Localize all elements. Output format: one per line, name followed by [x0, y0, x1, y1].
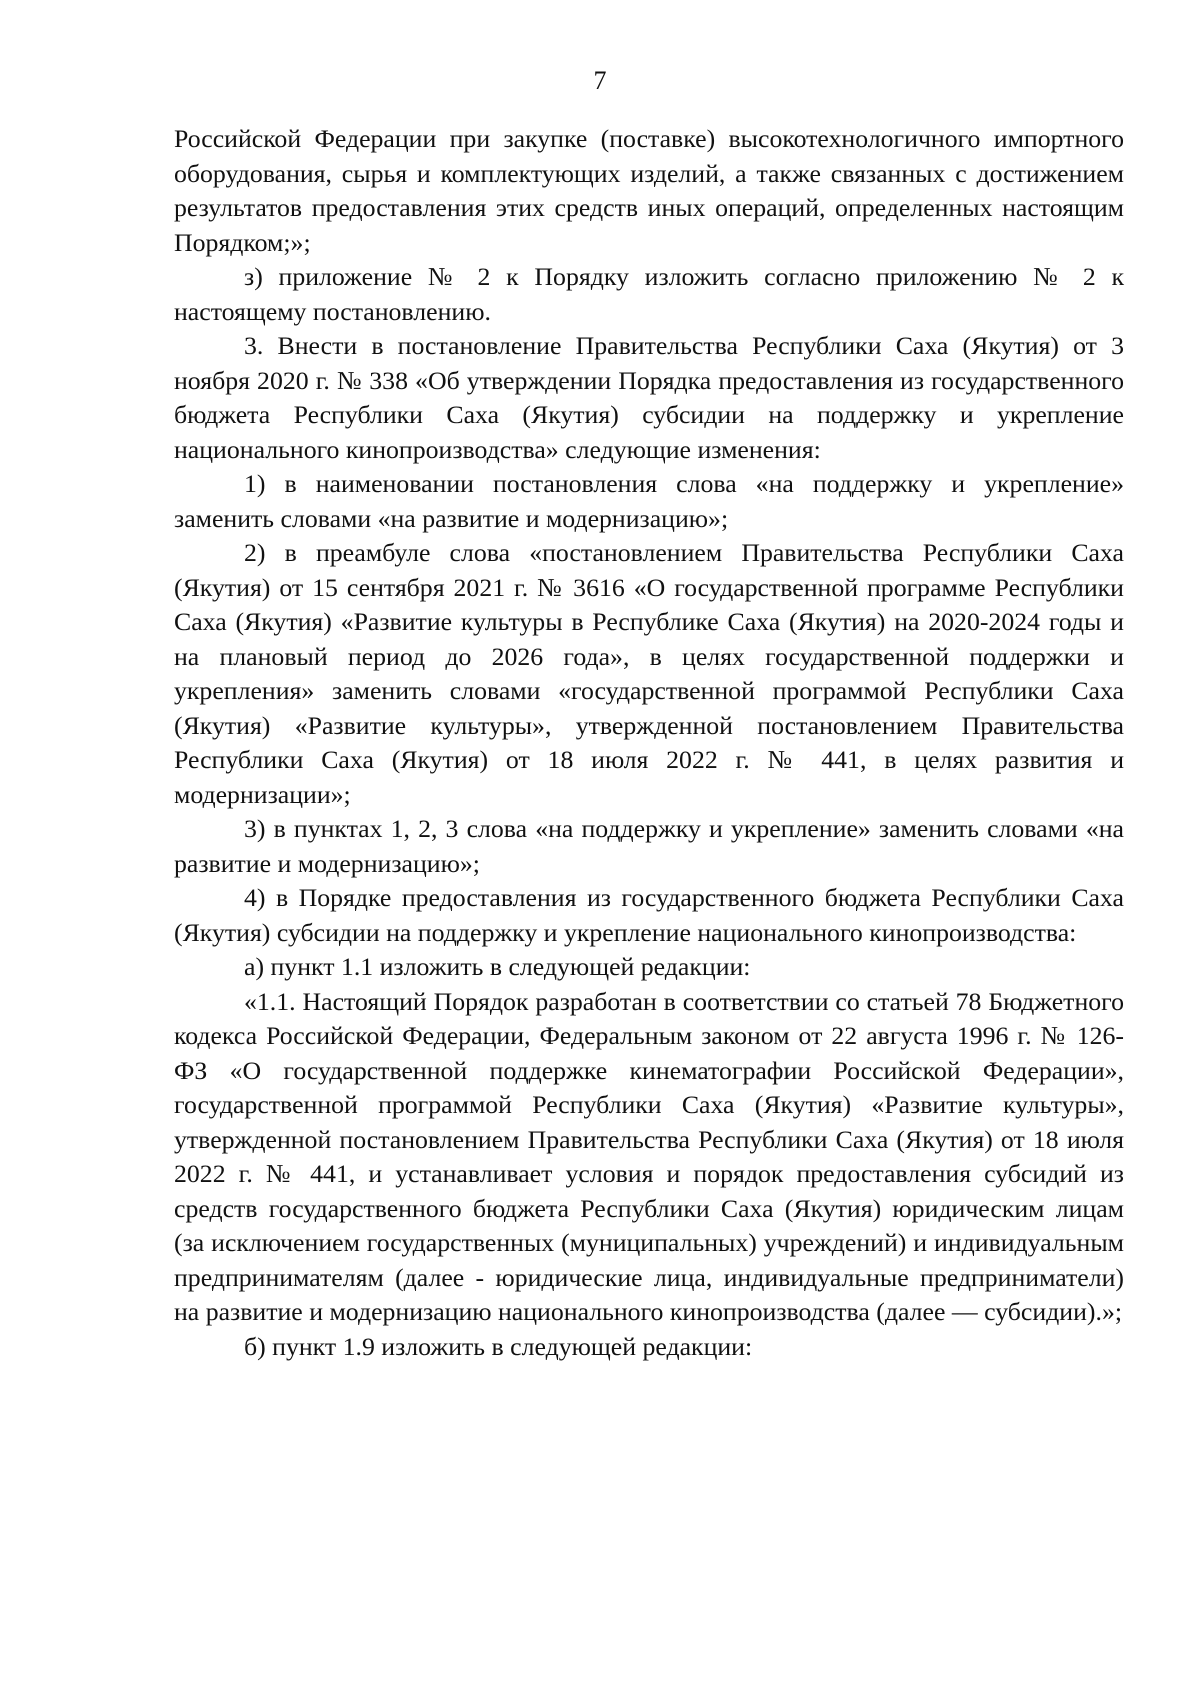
paragraph-subitem-4: 4) в Порядке предоставления из государственного бюджета Республики Саха (Якутия) субсидии на поддержку и укрепление национального кинопроизводства: [174, 883, 1124, 947]
paragraph-subitem-1: 1) в наименовании постановления слова «на поддержку и укрепление» заменить словами «на развитие и модернизацию»; [174, 469, 1124, 533]
paragraph-item-a: а) пункт 1.1 изложить в следующей редакции: [244, 952, 751, 981]
paragraph-quote-1-1: «1.1. Настоящий Порядок разработан в соответствии со статьей 78 Бюджетного кодекса Российской Федерации, Федеральным законом от 22 августа 1996 г. № 126-ФЗ «О государственной поддержке кинематографии Российской Федерации», государственной программой Республики Саха (Якутия) «Развитие культуры», утвержденной постановлением Правительства Республики Саха (Якутия) от 18 июля 2022 г. № 441, и устанавливает условия и порядок предоставления субсидий из средств государственного бюджета Республики Саха (Якутия) юридическим лицам (за исключением государственных (муниципальных) учреждений) и индивидуальным предпринимателям (далее - юридические лица, индивидуальные предприниматели) на развитие и модернизацию национального кинопроизводства (далее — субсидии).»; [174, 986, 1124, 1326]
paragraph-subitem-2: 2) в преамбуле слова «постановлением Правительства Республики Саха (Якутия) от 15 сентября 2021 г. № 3616 «О государственной программе Республики Саха (Якутия) «Развитие культуры в Республике Саха (Якутия) на 2020-2024 годы и на плановый период до 2026 года», в целях государственной поддержки и укрепления» заменить словами «государственной программой Республики Саха (Якутия) «Развитие культуры», утвержденной постановлением Правительства Республики Саха (Якутия) от 18 июля 2022 г. № 441, в целях развития и модернизации»; [174, 538, 1124, 809]
paragraph-item-z: з) приложение № 2 к Порядку изложить согласно приложению № 2 к настоящему постановлению. [174, 262, 1124, 326]
paragraph-subitem-3: 3) в пунктах 1, 2, 3 слова «на поддержку и укрепление» заменить словами «на развитие и модернизацию»; [174, 814, 1124, 878]
paragraph-continuation: Российской Федерации при закупке (поставке) высокотехнологичного импортного оборудования, сырья и комплектующих изделий, а также связанных с достижением результатов предоставления этих средств иных операций, определенных настоящим Порядком;»; [174, 124, 1124, 257]
paragraph-item-3: 3. Внести в постановление Правительства Республики Саха (Якутия) от 3 ноября 2020 г. № 338 «Об утверждении Порядка предоставления из государственного бюджета Республики Саха (Якутия) субсидии на поддержку и укрепление национального кинопроизводства» следующие изменения: [174, 331, 1124, 464]
paragraph-item-b: б) пункт 1.9 изложить в следующей редакции: [244, 1331, 753, 1361]
page-number: 7 [593, 66, 607, 95]
document-body [174, 122, 1124, 1364]
